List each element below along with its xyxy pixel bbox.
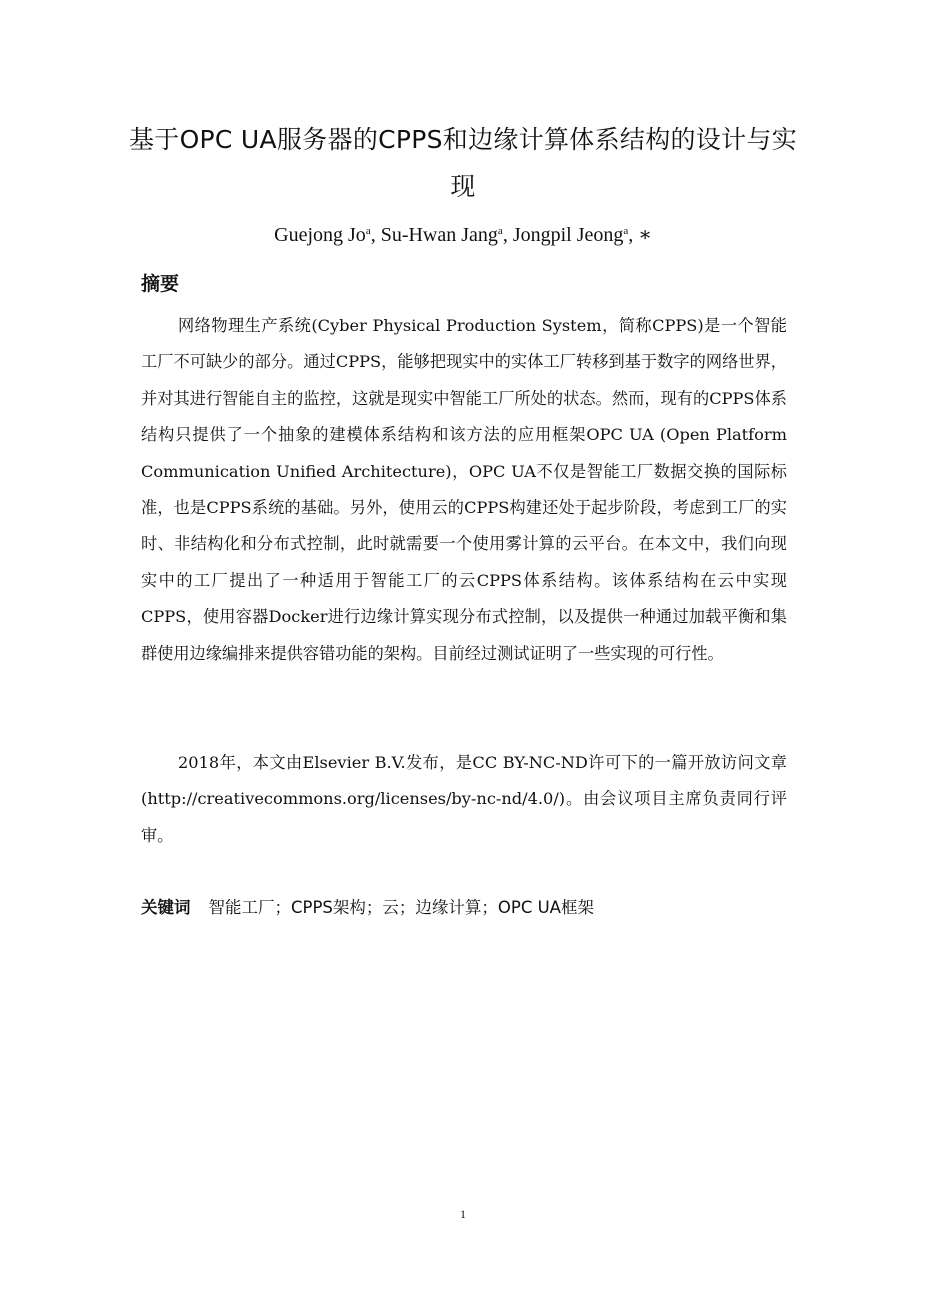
affiliation-mark: a bbox=[497, 225, 503, 237]
paper-title: 基于OPC UA服务器的CPPS和边缘计算体系结构的设计与实现 bbox=[128, 125, 798, 201]
keywords-line bbox=[141, 894, 594, 922]
author-separator: , bbox=[502, 224, 513, 246]
author-name: Su-Hwan Jang bbox=[380, 224, 498, 246]
license-paragraph: 2018年，本文由Elsevier B.V.发布，是CC BY-NC-ND许可下的一篇开放访问文章(http://creativecommons.org/licenses/by-nc-nd/4.0/)。由会议项目主席负责同行评审。 bbox=[141, 753, 787, 845]
author-name: Guejong Jo bbox=[274, 224, 366, 246]
abstract-paragraph: 网络物理生产系统(Cyber Physical Production System，简称CPPS)是一个智能工厂不可缺少的部分。通过CPPS，能够把现实中的实体工厂转移到基于数字的网络世界，并对其进行智能自主的监控，这就是现实中智能工厂所处的状态。然而，现有的CPPS体系结构只提供了一个抽象的建模体系结构和该方法的应用框架OPC UA (Open Platform Communication Unified Architecture)，OPC UA不仅是智能工厂数据交换的国际标准，也是CPPS系统的基础。另外，使用云的CPPS构建还处于起步阶段，考虑到工厂的实时、非结构化和分布式控制，此时就需要一个使用雾计算的云平台。在本文中，我们向现实中的工厂提出了一种适用于智能工厂的云CPPS体系结构。该体系结构在云中实现CPPS，使用容器Docker进行边缘计算实现分布式控制，以及提供一种通过加载平衡和集群使用边缘编排来提供容错功能的架构。目前经过测试证明了一些实现的可行性。 bbox=[141, 316, 787, 663]
affiliation-mark: a bbox=[623, 225, 629, 237]
keywords-text: 智能工厂；CPPS架构；云；边缘计算；OPC UA框架 bbox=[208, 898, 594, 917]
author-separator: , bbox=[370, 224, 381, 246]
corresponding-author-mark: , ∗ bbox=[628, 224, 652, 246]
abstract-heading: 摘要 bbox=[141, 273, 180, 295]
keywords-label: 关键词 bbox=[141, 898, 191, 917]
author-list bbox=[120, 221, 806, 249]
author-name: Jongpil Jeong bbox=[512, 224, 624, 246]
affiliation-mark: a bbox=[365, 225, 371, 237]
page-number: 1 bbox=[460, 1207, 466, 1221]
